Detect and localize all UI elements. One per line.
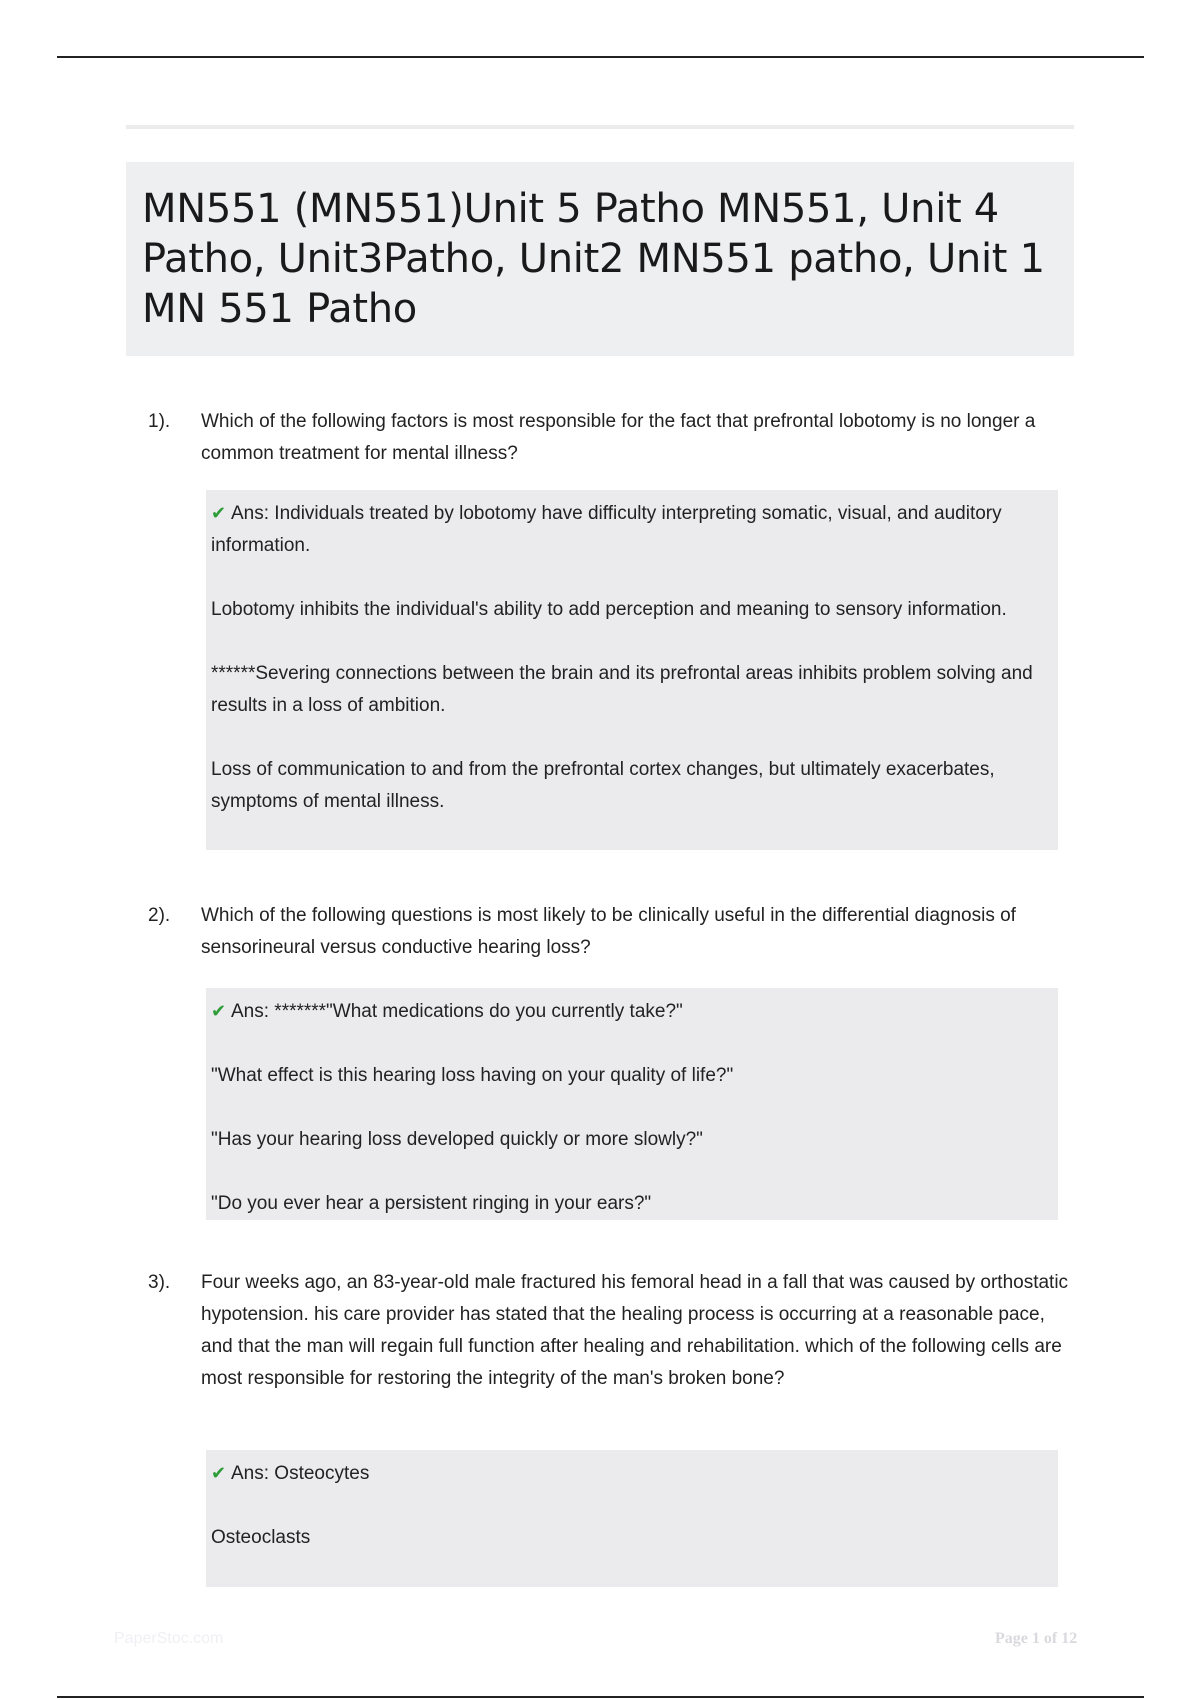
answer-option: "What effect is this hearing loss having on your quality of life?" xyxy=(211,1065,734,1086)
check-icon: ✔ xyxy=(211,1001,227,1022)
answer-option: ✔ Ans: Individuals treated by lobotomy have difficulty interpreting somatic, visual, and auditory information. xyxy=(211,498,1046,562)
top-rule xyxy=(57,56,1144,58)
question-text: Which of the following questions is most likely to be clinically useful in the differential diagnosis of sensorineural versus conductive hearing loss? xyxy=(201,905,1016,958)
answer-option: ✔ Ans: *******"What medications do you currently take?" xyxy=(211,996,1046,1028)
answer-box-2 xyxy=(206,988,1058,1220)
question-number: 3). xyxy=(148,1272,171,1293)
answer-option: ******Severing connections between the brain and its prefrontal areas inhibits problem solving and results in a loss of ambition. xyxy=(211,663,1033,716)
answer-option: Loss of communication to and from the prefrontal cortex changes, but ultimately exacerbates, symptoms of mental illness. xyxy=(211,759,995,812)
question-text: Which of the following factors is most responsible for the fact that prefrontal lobotomy is no longer a common treatment for mental illness? xyxy=(201,411,1036,464)
answer-box-1 xyxy=(206,490,1058,850)
answer-option: "Has your hearing loss developed quickly or more slowly?" xyxy=(211,1129,703,1150)
answer-option: ✔ Ans: Osteocytes xyxy=(211,1458,1046,1490)
bottom-rule xyxy=(57,1696,1144,1698)
document-title: MN551 (MN551)Unit 5 Patho MN551, Unit 4 Patho, Unit3Patho, Unit2 MN551 patho, Unit 1 MN 551 Patho xyxy=(142,186,1045,332)
title-box xyxy=(126,162,1074,356)
answer-option: Lobotomy inhibits the individual's ability to add perception and meaning to sensory information. xyxy=(211,599,1007,620)
watermark: PaperStoc.com xyxy=(114,1630,224,1647)
check-icon: ✔ xyxy=(211,503,227,524)
question-number: 1). xyxy=(148,411,171,432)
check-icon: ✔ xyxy=(211,1463,227,1484)
question-number: 2). xyxy=(148,905,171,926)
page-number: Page 1 of 12 xyxy=(995,1630,1078,1647)
question-text: Four weeks ago, an 83-year-old male fractured his femoral head in a fall that was caused by orthostatic hypotension. his care provider has stated that the healing process is occurring at a reasonable pace, and that the man will regain full function after healing and rehabilitation. which of the following cells are most responsible for restoring the integrity of the man's broken bone? xyxy=(201,1272,1069,1389)
answer-option: Osteoclasts xyxy=(211,1527,311,1548)
answer-box-3 xyxy=(206,1450,1058,1587)
header-divider xyxy=(126,125,1074,129)
answer-option: "Do you ever hear a persistent ringing in your ears?" xyxy=(211,1193,652,1214)
